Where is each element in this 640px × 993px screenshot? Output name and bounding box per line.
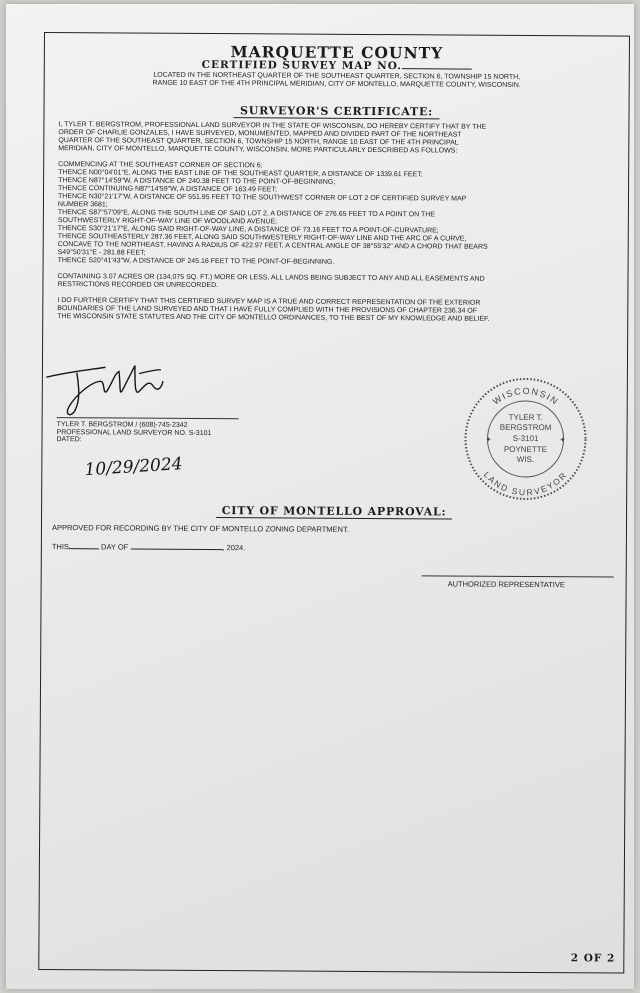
month-blank — [130, 543, 222, 551]
this-label: THIS — [51, 542, 69, 552]
document-page — [6, 4, 634, 989]
seal-line: S-3101 — [512, 433, 539, 444]
certificate-intro: I, TYLER T. BERGSTROM, PROFESSIONAL LAND SURVEYOR IN THE STATE OF WISCONSIN, DO HEREBY CERTIFY THAT BY THE ORDER OF CHARLIE GONZALES, I HAVE SURVEYED, MONUMENTED, MAPPED AND DIVIDED PART OF THE NORTHEAST QUARTER OF THE SOUTHEAST QUARTER, SECTION 6, TOWNSHIP 15 NORTH, RANGE 10 EAST OF THE 4TH PRINCIPAL MERIDIAN, CITY OF MONTELLO, MARQUETTE COUNTY, WISCONSIN, MORE PARTICULARLY DESCRIBED AS FOLLOWS: — [58, 121, 487, 155]
surveyor-seal — [460, 374, 591, 505]
approval-date-line — [52, 542, 246, 552]
seal-line: WIS. — [516, 454, 535, 465]
further-certification: I DO FURTHER CERTIFY THAT THIS CERTIFIED SURVEY MAP IS A TRUE AND CORRECT REPRESENTATION OF THE EXTERIOR BOUNDARIES OF THE LAND SURVEYED AND THAT I HAVE FULLY COMPLIED WITH THE PROVISIONS OF CHAPTER 236.34 OF THE WISCONSIN STATE STATUTES AND THE CITY OF MONTELLO ORDINANCES, TO THE BEST OF MY KNOWLEDGE AND BELIEF. — [57, 297, 490, 323]
seal-bottom-text: LAND SURVEYOR — [481, 469, 569, 498]
location-line: CITY OF MONTELLO, MARQUETTE COUNTY, WISCONSIN. — [328, 80, 521, 89]
city-approval-heading: CITY OF MONTELLO APPROVAL: — [42, 503, 626, 520]
seal-top-text: WISCONSIN — [490, 385, 561, 408]
acreage-statement: CONTAINING 3.07 ACRES OR (134,075 SQ. FT.) MORE OR LESS, ALL LANDS BEING SUBJECT TO ANY AND ALL EASEMENTS AND RESTRICTIONS RECORDED OR UNRECORDED. — [57, 273, 485, 290]
year-text: , 2024. — [222, 543, 246, 553]
map-number-heading — [45, 58, 629, 74]
dated-label: DATED: — [56, 436, 82, 444]
day-blank — [69, 542, 99, 549]
page-number: 2 OF 2 — [570, 952, 616, 965]
surveyor-certificate-heading: SURVEYOR'S CERTIFICATE: — [44, 103, 628, 120]
certificate-body — [57, 121, 592, 332]
authorized-signature-line — [422, 575, 614, 577]
svg-text:✦: ✦ — [485, 436, 492, 444]
seal-line: BERGSTROM — [499, 422, 552, 433]
surveyor-signature — [43, 351, 193, 422]
location-line: SECTION 6, TOWNSHIP 15 NORTH, RANGE 10 EAST OF THE 4TH PRINCIPAL MERIDIAN, — [152, 73, 521, 88]
svg-text:✦: ✦ — [559, 437, 566, 445]
seal-line: POYNETTE — [503, 444, 548, 455]
seal-line: TYLER T. — [508, 412, 543, 423]
location-description — [145, 72, 529, 90]
document-border — [38, 32, 630, 974]
svg-text:LAND SURVEYOR — [482, 469, 569, 497]
surveyor-license: PROFESSIONAL LAND SURVEYOR NO. S-3101 — [56, 428, 212, 437]
legal-description: COMMENCING AT THE SOUTHEAST CORNER OF SECTION 6; THENCE N00°04'01"E, ALONG THE EAST LINE OF THE SOUTHEAST QUARTER, A DISTANCE OF 1339.61 FEET; THENCE N87°14'59"W, A DISTANCE OF 240.38 FEET TO THE POINT-OF-BEGINNING; THENCE CONTINUING N87°14'59"W, A DISTANCE OF 163.49 FEET; THENCE N30°21'17"W, A DISTANCE OF 551.95 FEET TO THE SOUTHWEST CORNER OF LOT 2 OF CERTIFIED SURVEY MAP NUMBER 3681; THENCE S87°57'09"E, ALONG THE SOUTH LINE OF SAID LOT 2, A DISTANCE OF 276.65 FEET TO A POINT ON THE SOUTHWESTERLY RIGHT-OF-WAY LINE OF WOODLAND AVENUE; THENCE S30°21'17"E, ALONG SAID RIGHT-OF-WAY LINE, A DISTANCE OF 73.16 FEET TO A POINT-OF-CURVATURE; THENCE SOUTHEASTERLY 287.36 FEET, ALONG SAID SOUTHWESTERLY RIGHT-OF-WAY LINE AND THE ARC OF A CURVE, CONCAVE TO THE NORTHEAST, HAVING A RADIUS OF 422.97 FEET, A CENTRAL ANGLE OF 38°55'32" AND A CHORD THAT BEARS S49°50'31"E - 281.88 FEET; THENCE S20°41'43"W, A DISTANCE OF 245.16 FEET TO THE POINT-OF-BEGINNING. — [57, 161, 488, 266]
surveyor-name-phone: TYLER T. BERGSTROM / (608)-745-2342 — [56, 421, 188, 429]
map-number-label: CERTIFIED SURVEY MAP NO. — [201, 58, 402, 73]
approval-statement: APPROVED FOR RECORDING BY THE CITY OF MONTELLO ZONING DEPARTMENT. — [51, 523, 349, 534]
surveyor-info — [56, 421, 211, 444]
date-handwritten-text: 10/29/2024 — [84, 454, 184, 481]
location-line: LOCATED IN THE NORTHEAST QUARTER OF THE SOUTHEAST QUARTER, — [153, 71, 402, 81]
county-title: MARQUETTE COUNTY — [230, 42, 444, 63]
svg-text:WISCONSIN — [491, 386, 561, 407]
day-of-label: DAY OF — [101, 542, 129, 552]
map-number-blank — [402, 60, 472, 69]
handwritten-date — [82, 445, 202, 482]
authorized-representative-label: AUTHORIZED REPRESENTATIVE — [447, 579, 565, 590]
